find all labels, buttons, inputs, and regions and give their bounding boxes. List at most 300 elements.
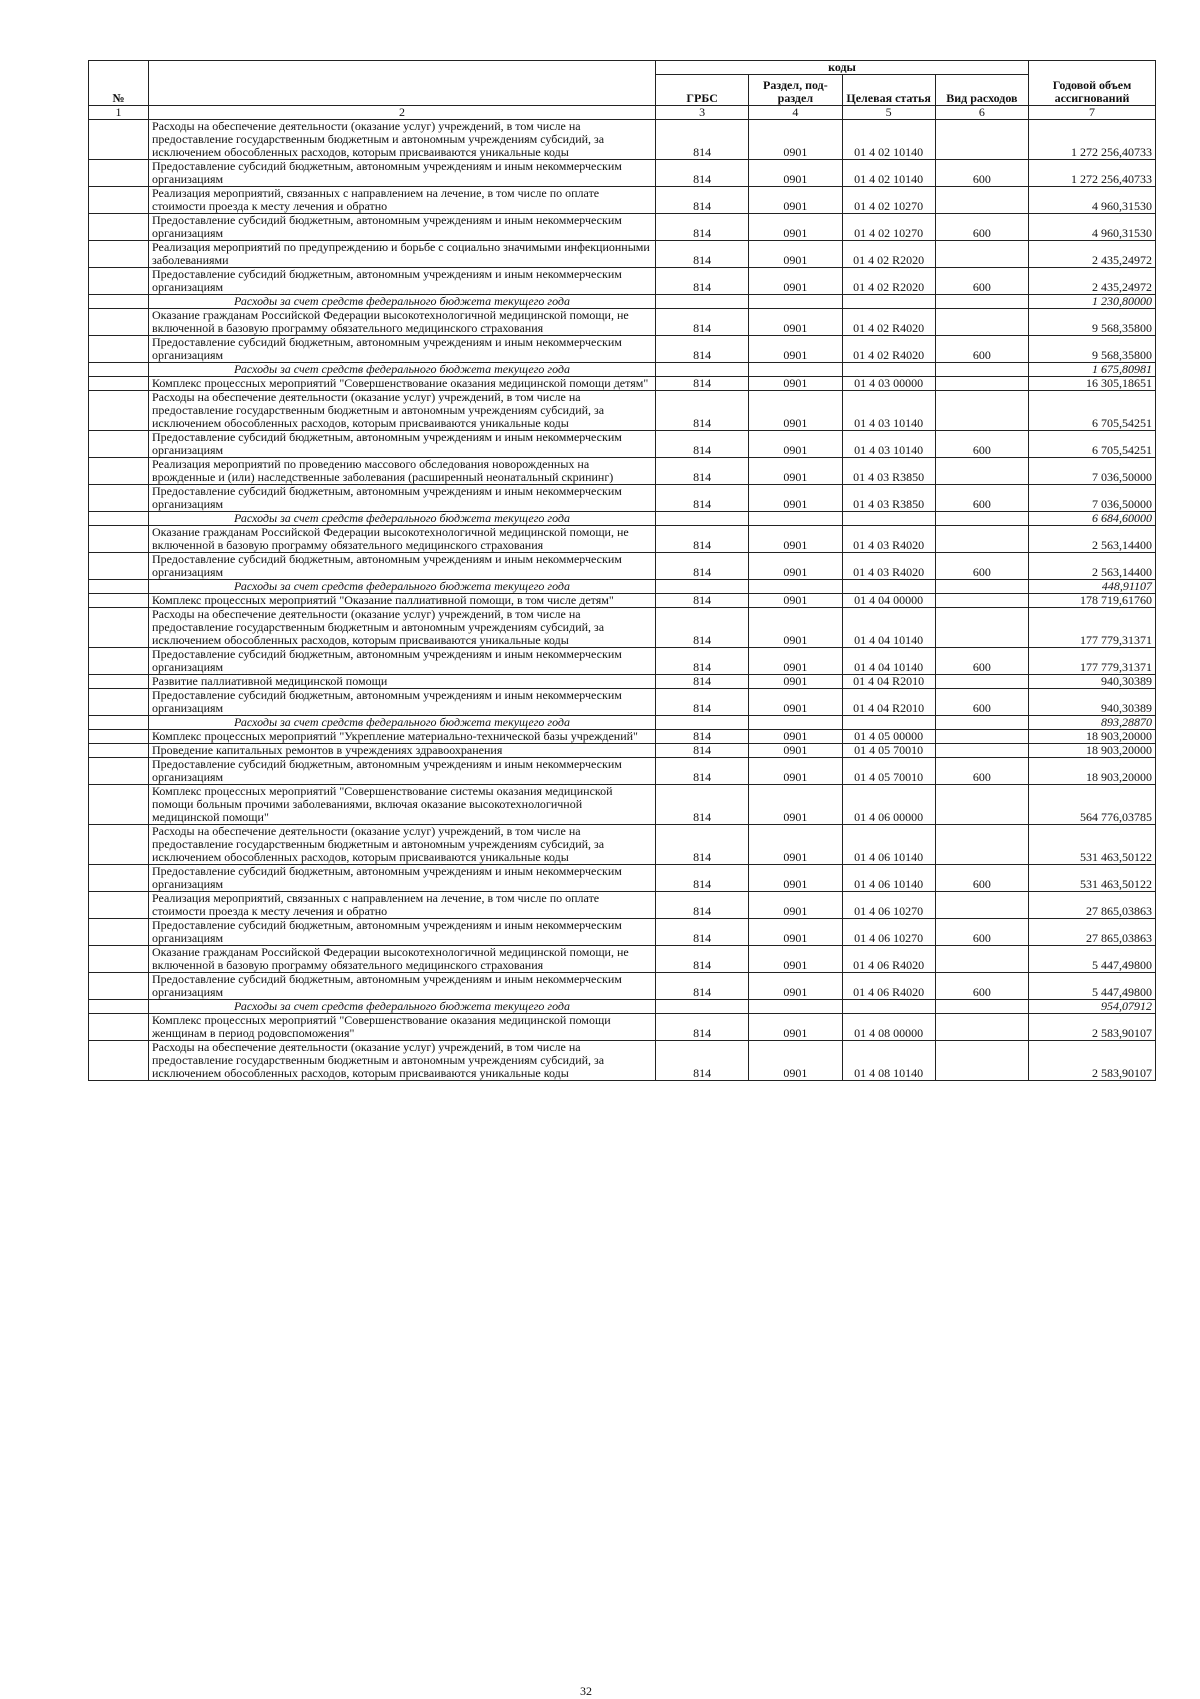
table-row [89, 336, 1156, 363]
table-row [89, 675, 1156, 689]
cell-type [935, 187, 1028, 214]
cell-name: Реализация мероприятий, связанных с направлением на лечение, в том числе по оплате стоимости проезда к месту лечения и обратно [149, 187, 656, 214]
cell-num [89, 1014, 149, 1041]
cell-name: Расходы на обеспечение деятельности (оказание услуг) учреждений, в том числе на предоставление государственным бюджетным и автономным учреждениям субсидий, за исключением обособленных расходов, которым присваиваются уникальные коды [149, 391, 656, 431]
cell-target: 01 4 03 R4020 [842, 553, 935, 580]
cell-section [749, 580, 842, 594]
cell-num [89, 594, 149, 608]
table-row [89, 689, 1156, 716]
federal-budget-row [89, 295, 1156, 309]
cell-amount: 1 272 256,40733 [1029, 160, 1156, 187]
cell-type [935, 377, 1028, 391]
cell-section: 0901 [749, 214, 842, 241]
cell-num [89, 608, 149, 648]
federal-budget-row [89, 716, 1156, 730]
table-row [89, 241, 1156, 268]
budget-table [88, 60, 1156, 1081]
cell-section: 0901 [749, 744, 842, 758]
table-row [89, 919, 1156, 946]
cell-grbs [656, 1000, 749, 1014]
cell-name: Комплекс процессных мероприятий "Совершенствование системы оказания медицинской помощи больным прочими заболеваниями, включая оказание высокотехнологичной медицинской помощи" [149, 785, 656, 825]
cell-grbs: 814 [656, 458, 749, 485]
cell-section: 0901 [749, 973, 842, 1000]
table-row [89, 485, 1156, 512]
col-number: 3 [656, 106, 749, 120]
cell-amount: 893,28870 [1029, 716, 1156, 730]
cell-target: 01 4 06 R4020 [842, 973, 935, 1000]
cell-section: 0901 [749, 608, 842, 648]
cell-type [935, 675, 1028, 689]
cell-num [89, 485, 149, 512]
cell-amount: 27 865,03863 [1029, 919, 1156, 946]
cell-target: 01 4 03 10140 [842, 431, 935, 458]
cell-grbs: 814 [656, 1014, 749, 1041]
cell-num [89, 553, 149, 580]
cell-amount: 564 776,03785 [1029, 785, 1156, 825]
cell-grbs: 814 [656, 744, 749, 758]
cell-section: 0901 [749, 675, 842, 689]
page-number: 32 [580, 1684, 592, 1698]
cell-type [935, 458, 1028, 485]
cell-target: 01 4 08 10140 [842, 1041, 935, 1081]
cell-grbs: 814 [656, 120, 749, 160]
document-sheet [88, 60, 1156, 1081]
table-row [89, 309, 1156, 336]
table-row [89, 594, 1156, 608]
cell-section [749, 716, 842, 730]
cell-name: Расходы за счет средств федерального бюджета текущего года [149, 1000, 656, 1014]
table-row [89, 553, 1156, 580]
cell-name: Комплекс процессных мероприятий "Совершенствование оказания медицинской помощи детям" [149, 377, 656, 391]
cell-target: 01 4 03 R3850 [842, 458, 935, 485]
cell-name: Расходы за счет средств федерального бюджета текущего года [149, 580, 656, 594]
cell-amount: 2 563,14400 [1029, 526, 1156, 553]
cell-section [749, 363, 842, 377]
cell-num [89, 526, 149, 553]
cell-name: Предоставление субсидий бюджетным, автономным учреждениям и иным некоммерческим организациям [149, 431, 656, 458]
header-target: Целевая статья [842, 75, 935, 106]
cell-amount: 4 960,31530 [1029, 214, 1156, 241]
cell-amount: 954,07912 [1029, 1000, 1156, 1014]
cell-name: Предоставление субсидий бюджетным, автономным учреждениям и иным некоммерческим организациям [149, 689, 656, 716]
table-row [89, 377, 1156, 391]
cell-name: Предоставление субсидий бюджетным, автономным учреждениям и иным некоммерческим организациям [149, 553, 656, 580]
cell-amount: 531 463,50122 [1029, 825, 1156, 865]
cell-target: 01 4 05 70010 [842, 744, 935, 758]
cell-target: 01 4 06 R4020 [842, 946, 935, 973]
cell-num [89, 268, 149, 295]
cell-name: Развитие паллиативной медицинской помощи [149, 675, 656, 689]
cell-target [842, 580, 935, 594]
federal-budget-row [89, 512, 1156, 526]
cell-num [89, 1041, 149, 1081]
cell-grbs [656, 580, 749, 594]
cell-amount: 1 272 256,40733 [1029, 120, 1156, 160]
cell-name: Расходы за счет средств федерального бюджета текущего года [149, 716, 656, 730]
cell-num [89, 1000, 149, 1014]
cell-grbs [656, 295, 749, 309]
cell-type [935, 1014, 1028, 1041]
table-row [89, 431, 1156, 458]
cell-amount: 5 447,49800 [1029, 973, 1156, 1000]
cell-type [935, 892, 1028, 919]
table-row [89, 758, 1156, 785]
cell-section: 0901 [749, 730, 842, 744]
cell-type: 600 [935, 973, 1028, 1000]
cell-grbs: 814 [656, 675, 749, 689]
cell-grbs: 814 [656, 214, 749, 241]
cell-section: 0901 [749, 1014, 842, 1041]
cell-name: Реализация мероприятий, связанных с направлением на лечение, в том числе по оплате стоимости проезда к месту лечения и обратно [149, 892, 656, 919]
cell-amount: 7 036,50000 [1029, 458, 1156, 485]
cell-type [935, 526, 1028, 553]
table-row [89, 187, 1156, 214]
cell-amount: 4 960,31530 [1029, 187, 1156, 214]
cell-num [89, 825, 149, 865]
table-row [89, 973, 1156, 1000]
cell-type: 600 [935, 268, 1028, 295]
cell-target: 01 4 06 10270 [842, 892, 935, 919]
cell-section: 0901 [749, 689, 842, 716]
cell-section: 0901 [749, 1041, 842, 1081]
cell-grbs: 814 [656, 485, 749, 512]
cell-target: 01 4 04 10140 [842, 648, 935, 675]
cell-name: Комплекс процессных мероприятий "Укрепление материально-технической базы учреждений" [149, 730, 656, 744]
cell-type [935, 946, 1028, 973]
cell-type [935, 363, 1028, 377]
cell-grbs: 814 [656, 391, 749, 431]
cell-grbs: 814 [656, 241, 749, 268]
cell-num [89, 391, 149, 431]
cell-grbs: 814 [656, 648, 749, 675]
cell-type: 600 [935, 865, 1028, 892]
cell-num [89, 689, 149, 716]
cell-name: Предоставление субсидий бюджетным, автономным учреждениям и иным некоммерческим организациям [149, 865, 656, 892]
table-row [89, 160, 1156, 187]
cell-type [935, 785, 1028, 825]
table-row [89, 946, 1156, 973]
cell-section [749, 512, 842, 526]
cell-grbs: 814 [656, 689, 749, 716]
cell-section: 0901 [749, 946, 842, 973]
cell-target: 01 4 02 10270 [842, 214, 935, 241]
cell-section: 0901 [749, 485, 842, 512]
cell-name: Предоставление субсидий бюджетным, автономным учреждениям и иным некоммерческим организациям [149, 485, 656, 512]
cell-target: 01 4 05 70010 [842, 758, 935, 785]
cell-name: Комплекс процессных мероприятий "Оказание паллиативной помощи, в том числе детям" [149, 594, 656, 608]
cell-section: 0901 [749, 120, 842, 160]
cell-target: 01 4 04 R2010 [842, 689, 935, 716]
cell-type [935, 1000, 1028, 1014]
cell-amount: 6 705,54251 [1029, 391, 1156, 431]
header-num: № [89, 61, 149, 106]
cell-target: 01 4 02 10140 [842, 120, 935, 160]
cell-type [935, 391, 1028, 431]
header-codes: коды [656, 61, 1029, 75]
cell-amount: 27 865,03863 [1029, 892, 1156, 919]
cell-grbs: 814 [656, 431, 749, 458]
cell-name: Проведение капитальных ремонтов в учреждениях здравоохранения [149, 744, 656, 758]
cell-target: 01 4 08 00000 [842, 1014, 935, 1041]
cell-num [89, 214, 149, 241]
cell-type [935, 309, 1028, 336]
cell-type: 600 [935, 160, 1028, 187]
cell-grbs [656, 716, 749, 730]
table-row [89, 608, 1156, 648]
table-row [89, 458, 1156, 485]
cell-section: 0901 [749, 785, 842, 825]
cell-num [89, 892, 149, 919]
cell-target: 01 4 03 10140 [842, 391, 935, 431]
federal-budget-row [89, 580, 1156, 594]
cell-num [89, 187, 149, 214]
cell-section: 0901 [749, 268, 842, 295]
cell-grbs: 814 [656, 608, 749, 648]
cell-name: Комплекс процессных мероприятий "Совершенствование оказания медицинской помощи женщинам в период родовспоможения" [149, 1014, 656, 1041]
cell-num [89, 580, 149, 594]
cell-num [89, 865, 149, 892]
cell-amount: 1 675,80981 [1029, 363, 1156, 377]
cell-type [935, 580, 1028, 594]
cell-section: 0901 [749, 336, 842, 363]
cell-section: 0901 [749, 758, 842, 785]
cell-name: Расходы на обеспечение деятельности (оказание услуг) учреждений, в том числе на предоставление государственным бюджетным и автономным учреждениям субсидий, за исключением обособленных расходов, которым присваиваются уникальные коды [149, 608, 656, 648]
header-grbs: ГРБС [656, 75, 749, 106]
cell-grbs: 814 [656, 892, 749, 919]
cell-type [935, 716, 1028, 730]
table-row [89, 391, 1156, 431]
cell-amount: 2 563,14400 [1029, 553, 1156, 580]
cell-section [749, 1000, 842, 1014]
cell-num [89, 431, 149, 458]
cell-num [89, 946, 149, 973]
table-row [89, 268, 1156, 295]
cell-num [89, 785, 149, 825]
cell-type: 600 [935, 214, 1028, 241]
cell-section: 0901 [749, 594, 842, 608]
cell-num [89, 919, 149, 946]
table-row [89, 214, 1156, 241]
cell-target: 01 4 06 10140 [842, 825, 935, 865]
cell-name: Расходы за счет средств федерального бюджета текущего года [149, 363, 656, 377]
cell-grbs [656, 363, 749, 377]
cell-target: 01 4 03 00000 [842, 377, 935, 391]
cell-grbs: 814 [656, 946, 749, 973]
cell-amount: 2 583,90107 [1029, 1014, 1156, 1041]
cell-section: 0901 [749, 458, 842, 485]
cell-amount: 448,91107 [1029, 580, 1156, 594]
table-row [89, 865, 1156, 892]
table-row [89, 892, 1156, 919]
cell-target: 01 4 05 00000 [842, 730, 935, 744]
col-number: 7 [1029, 106, 1156, 120]
cell-amount: 7 036,50000 [1029, 485, 1156, 512]
cell-grbs: 814 [656, 526, 749, 553]
cell-target: 01 4 03 R4020 [842, 526, 935, 553]
cell-grbs: 814 [656, 865, 749, 892]
cell-num [89, 309, 149, 336]
cell-name: Оказание гражданам Российской Федерации высокотехнологичной медицинской помощи, не включенной в базовую программу обязательного медицинского страхования [149, 309, 656, 336]
cell-amount: 5 447,49800 [1029, 946, 1156, 973]
cell-grbs: 814 [656, 309, 749, 336]
cell-name: Предоставление субсидий бюджетным, автономным учреждениям и иным некоммерческим организациям [149, 268, 656, 295]
cell-name: Расходы за счет средств федерального бюджета текущего года [149, 512, 656, 526]
table-row [89, 1041, 1156, 1081]
cell-num [89, 512, 149, 526]
cell-num [89, 716, 149, 730]
cell-target: 01 4 02 R2020 [842, 268, 935, 295]
cell-type [935, 1041, 1028, 1081]
cell-type [935, 295, 1028, 309]
cell-num [89, 160, 149, 187]
cell-section: 0901 [749, 892, 842, 919]
cell-amount: 940,30389 [1029, 689, 1156, 716]
header-volume: Годовой объем ассигнований [1029, 61, 1156, 106]
cell-type [935, 825, 1028, 865]
cell-section: 0901 [749, 309, 842, 336]
cell-grbs: 814 [656, 377, 749, 391]
cell-type: 600 [935, 758, 1028, 785]
cell-target [842, 295, 935, 309]
col-number: 2 [149, 106, 656, 120]
cell-amount: 18 903,20000 [1029, 758, 1156, 785]
col-number: 1 [89, 106, 149, 120]
cell-amount: 18 903,20000 [1029, 730, 1156, 744]
cell-num [89, 973, 149, 1000]
cell-amount: 531 463,50122 [1029, 865, 1156, 892]
cell-type: 600 [935, 336, 1028, 363]
cell-amount: 6 684,60000 [1029, 512, 1156, 526]
cell-amount: 1 230,80000 [1029, 295, 1156, 309]
cell-name: Предоставление субсидий бюджетным, автономным учреждениям и иным некоммерческим организациям [149, 919, 656, 946]
header-name [149, 61, 656, 106]
cell-name: Оказание гражданам Российской Федерации высокотехнологичной медицинской помощи, не включенной в базовую программу обязательного медицинского страхования [149, 946, 656, 973]
column-numbers-row [89, 106, 1156, 120]
cell-amount: 9 568,35800 [1029, 309, 1156, 336]
cell-name: Предоставление субсидий бюджетным, автономным учреждениям и иным некоммерческим организациям [149, 758, 656, 785]
cell-name: Реализация мероприятий по предупреждению и борьбе с социально значимыми инфекционными заболеваниями [149, 241, 656, 268]
cell-section: 0901 [749, 526, 842, 553]
cell-target [842, 716, 935, 730]
header-section: Раздел, под-раздел [749, 75, 842, 106]
cell-amount: 9 568,35800 [1029, 336, 1156, 363]
cell-grbs: 814 [656, 1041, 749, 1081]
cell-grbs: 814 [656, 553, 749, 580]
table-row [89, 730, 1156, 744]
cell-type [935, 512, 1028, 526]
cell-num [89, 363, 149, 377]
cell-grbs: 814 [656, 336, 749, 363]
cell-section [749, 295, 842, 309]
cell-target: 01 4 02 R4020 [842, 309, 935, 336]
cell-section: 0901 [749, 431, 842, 458]
table-row [89, 648, 1156, 675]
cell-amount: 6 705,54251 [1029, 431, 1156, 458]
cell-grbs: 814 [656, 758, 749, 785]
cell-type: 600 [935, 919, 1028, 946]
cell-section: 0901 [749, 160, 842, 187]
col-number: 5 [842, 106, 935, 120]
col-number: 6 [935, 106, 1028, 120]
cell-section: 0901 [749, 187, 842, 214]
cell-grbs: 814 [656, 730, 749, 744]
cell-type: 600 [935, 485, 1028, 512]
cell-type: 600 [935, 553, 1028, 580]
cell-grbs: 814 [656, 160, 749, 187]
cell-num [89, 336, 149, 363]
table-row [89, 1014, 1156, 1041]
cell-num [89, 675, 149, 689]
cell-num [89, 120, 149, 160]
cell-amount: 177 779,31371 [1029, 648, 1156, 675]
cell-amount: 2 435,24972 [1029, 268, 1156, 295]
table-header-row-1 [89, 61, 1156, 75]
cell-target [842, 1000, 935, 1014]
cell-target: 01 4 06 00000 [842, 785, 935, 825]
cell-target: 01 4 02 10140 [842, 160, 935, 187]
cell-grbs: 814 [656, 825, 749, 865]
cell-type [935, 241, 1028, 268]
cell-target [842, 512, 935, 526]
cell-amount: 940,30389 [1029, 675, 1156, 689]
cell-target: 01 4 04 R2010 [842, 675, 935, 689]
cell-target: 01 4 02 R4020 [842, 336, 935, 363]
cell-section: 0901 [749, 553, 842, 580]
cell-num [89, 758, 149, 785]
cell-name: Расходы за счет средств федерального бюджета текущего года [149, 295, 656, 309]
cell-amount: 16 305,18651 [1029, 377, 1156, 391]
cell-num [89, 377, 149, 391]
cell-grbs: 814 [656, 187, 749, 214]
cell-name: Предоставление субсидий бюджетным, автономным учреждениям и иным некоммерческим организациям [149, 214, 656, 241]
cell-grbs [656, 512, 749, 526]
cell-num [89, 241, 149, 268]
table-row [89, 120, 1156, 160]
cell-section: 0901 [749, 865, 842, 892]
federal-budget-row [89, 1000, 1156, 1014]
cell-grbs: 814 [656, 919, 749, 946]
cell-type: 600 [935, 431, 1028, 458]
cell-grbs: 814 [656, 594, 749, 608]
cell-type [935, 594, 1028, 608]
cell-amount: 2 583,90107 [1029, 1041, 1156, 1081]
cell-section: 0901 [749, 825, 842, 865]
cell-name: Предоставление субсидий бюджетным, автономным учреждениям и иным некоммерческим организациям [149, 336, 656, 363]
cell-name: Расходы на обеспечение деятельности (оказание услуг) учреждений, в том числе на предоставление государственным бюджетным и автономным учреждениям субсидий, за исключением обособленных расходов, которым присваиваются уникальные коды [149, 825, 656, 865]
cell-section: 0901 [749, 648, 842, 675]
cell-type [935, 608, 1028, 648]
col-number: 4 [749, 106, 842, 120]
cell-section: 0901 [749, 377, 842, 391]
cell-target: 01 4 06 10140 [842, 865, 935, 892]
cell-target: 01 4 03 R3850 [842, 485, 935, 512]
cell-name: Предоставление субсидий бюджетным, автономным учреждениям и иным некоммерческим организациям [149, 160, 656, 187]
cell-target: 01 4 02 R2020 [842, 241, 935, 268]
cell-target [842, 363, 935, 377]
cell-num [89, 295, 149, 309]
cell-grbs: 814 [656, 785, 749, 825]
cell-name: Расходы на обеспечение деятельности (оказание услуг) учреждений, в том числе на предоставление государственным бюджетным и автономным учреждениям субсидий, за исключением обособленных расходов, которым присваиваются уникальные коды [149, 120, 656, 160]
cell-grbs: 814 [656, 268, 749, 295]
table-row [89, 825, 1156, 865]
cell-num [89, 648, 149, 675]
cell-amount: 177 779,31371 [1029, 608, 1156, 648]
cell-target: 01 4 04 00000 [842, 594, 935, 608]
cell-name: Предоставление субсидий бюджетным, автономным учреждениям и иным некоммерческим организациям [149, 648, 656, 675]
header-type: Вид расходов [935, 75, 1028, 106]
cell-num [89, 458, 149, 485]
cell-type: 600 [935, 648, 1028, 675]
